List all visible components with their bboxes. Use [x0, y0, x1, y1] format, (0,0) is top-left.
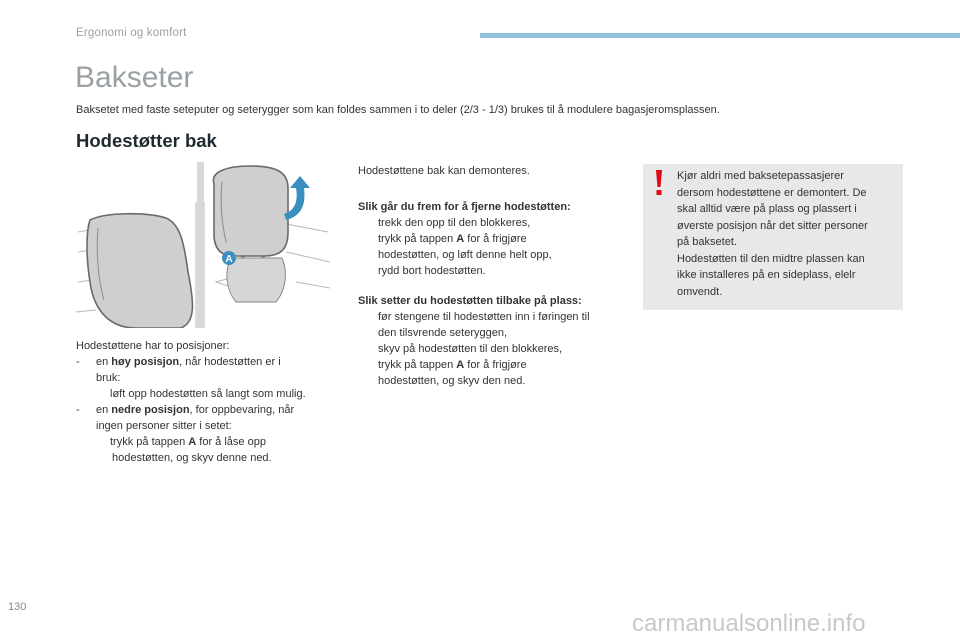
refit-step: trykk på tappen A for å frigjøre — [358, 357, 628, 373]
header-bar — [480, 33, 960, 38]
position-high-step: løft opp hodestøtten så langt som mulig. — [76, 386, 338, 402]
warning-exclamation-icon — [651, 168, 667, 196]
refit-step: skyv på hodestøtten til den blokkeres, — [358, 341, 628, 357]
left-column: Hodestøttene har to posisjoner: - en høy posisjon, når hodestøtten er i bruk: løft opp hodestøtten så langt som mulig. - en nedre posisjon, for oppbevaring, når ingen personer sitter i setet: trykk på tappen A for å låse opp hodestøtten, og skyv denne ned. — [76, 338, 338, 466]
position-low: - en nedre posisjon, for oppbevaring, når — [76, 404, 295, 416]
position-low-label: nedre posisjon — [111, 404, 190, 416]
refit-step: før stengene til hodestøtten inn i føringen til — [358, 309, 628, 325]
callout-a-label: A — [225, 254, 233, 265]
remove-heading: Slik går du frem for å fjerne hodestøtten: — [358, 201, 571, 213]
dash-bullet: - — [76, 356, 80, 368]
page-number: 130 — [8, 601, 27, 613]
position-high-label: høy posisjon — [111, 356, 180, 368]
step-bullet-icon — [358, 215, 378, 231]
step-bullet-icon — [96, 434, 110, 450]
remove-step: trykk på tappen A for å frigjøre — [358, 231, 628, 247]
rear-headrest-left — [87, 214, 192, 328]
headrest-illustration — [76, 162, 330, 328]
remove-step: trekk den opp til den blokkeres, — [358, 215, 628, 231]
step-bullet-icon — [358, 231, 378, 247]
watermark: carmanualsonline.info — [632, 610, 866, 637]
section-label: Ergonomi og komfort — [76, 27, 187, 39]
intro-text: Baksetet med faste seteputer og seterygger som kan foldes sammen i to deler (2/3 - 1/3) brukes til å modulere bagasjeromsplassen. — [76, 104, 720, 116]
middle-column: Hodestøttene bak kan demonteres. Slik går du frem for å fjerne hodestøtten: trekk den opp til den blokkeres, trykk på tappen A for å frigjøre hodestøtten, og løft denne helt opp, rydd bort hodestøtten. Slik setter du hodestøtten tilbake på plass: før stengene til hodestøtten inn i føringen til den tilsvrende seteryggen, skyv på hodestøtten til den blokkeres, trykk på tappen A for å frigjøre hodestøtten, og skyv den ned. — [358, 163, 628, 389]
section-subtitle: Hodestøtter bak — [76, 130, 217, 151]
step-bullet-icon — [96, 386, 110, 402]
remove-step: rydd bort hodestøtten. — [358, 263, 628, 279]
step-bullet-icon — [358, 357, 378, 373]
warning-text: Kjør aldri med baksetepassasjerer dersom hodestøttene er demontert. De skal alltid være på plass og plassert i øverste posisjon når det sitter personer på baksetet. Hodestøtten til den midtre plassen kan ikke installeres på en sideplass, elelr omvendt. — [677, 170, 868, 298]
step-bullet-icon — [358, 263, 378, 279]
page-title: Bakseter — [75, 61, 194, 94]
refit-heading: Slik setter du hodestøtten tilbake på plass: — [358, 295, 582, 307]
position-low-step: trykk på tappen A for å låse opp — [76, 434, 338, 450]
step-bullet-icon — [358, 309, 378, 325]
positions-intro: Hodestøttene har to posisjoner: — [76, 340, 230, 352]
position-high: - en høy posisjon, når hodestøtten er i — [76, 356, 281, 368]
step-bullet-icon — [358, 341, 378, 357]
dash-bullet: - — [76, 404, 80, 416]
removable-note: Hodestøttene bak kan demonteres. — [358, 165, 530, 177]
